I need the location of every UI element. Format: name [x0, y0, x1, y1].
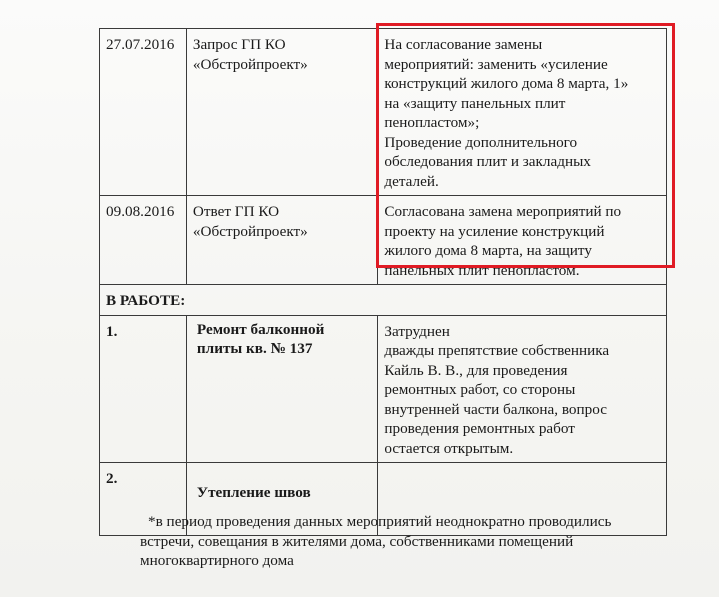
number-cell: [100, 315, 187, 463]
table-row: [100, 315, 667, 463]
content-cell: [378, 196, 667, 285]
section-header: В РАБОТЕ:: [100, 285, 667, 316]
source-line: Запрос ГП КО: [192, 36, 286, 53]
content-line: На согласование замены: [384, 36, 543, 53]
status-line: остается открытым.: [384, 439, 514, 457]
content-line: Проведение дополнительного: [384, 133, 578, 151]
report-table: [99, 28, 667, 536]
date-text: 09.08.2016: [106, 203, 175, 220]
content-line: мероприятий: заменить «усиление: [384, 55, 608, 73]
content-line: жилого дома 8 марта, на защиту: [384, 242, 592, 259]
row-number: 1.: [106, 322, 118, 340]
table-row: [100, 196, 667, 285]
date-cell: [100, 196, 187, 285]
source-line: «Обстройпроект»: [192, 55, 308, 73]
table-row: [100, 29, 667, 196]
source-cell: [186, 29, 377, 196]
status-line: внутренней части балкона, вопрос: [384, 400, 607, 418]
footnote-line: многоквартирного дома: [140, 552, 294, 569]
content-line: на «защиту панельных плит: [384, 94, 566, 112]
content-cell: [378, 29, 667, 196]
date-cell: [100, 29, 187, 196]
content-line: пенопластом»;: [384, 114, 480, 131]
footnote-line: *в период проведения данных мероприятий неоднократно проводились: [148, 513, 612, 530]
footnote-line: встречи, совещания в жителями дома, собственниками помещений: [140, 532, 574, 550]
status-line: Кайль В. В., для проведения: [384, 361, 568, 379]
task-line: плиты кв. № 137: [196, 340, 313, 357]
source-cell: [186, 196, 377, 285]
content-line: Согласована замена мероприятий по: [384, 203, 622, 220]
date-text: 27.07.2016: [106, 36, 175, 53]
section-header-row: [100, 285, 667, 316]
row-number: 2.: [106, 470, 118, 487]
content-line: панельных плит пенопластом.: [384, 261, 580, 279]
status-line: проведения ремонтных работ: [384, 420, 575, 437]
status-line: ремонтных работ, со стороны: [384, 381, 576, 398]
content-line: конструкций жилого дома 8 марта, 1»: [384, 75, 629, 92]
task-text: Утепление швов: [196, 484, 311, 501]
content-line: проекту на усиление конструкций: [384, 222, 605, 240]
source-line: Ответ ГП КО: [192, 203, 280, 220]
task-line: Ремонт балконной: [196, 320, 325, 338]
footnote: [140, 512, 612, 571]
task-cell: [186, 315, 377, 463]
content-line: деталей.: [384, 172, 439, 190]
source-line: «Обстройпроект»: [192, 222, 308, 240]
status-line: Затруднен: [384, 322, 450, 340]
status-cell: [378, 315, 667, 463]
status-line: дважды препятствие собственника: [384, 342, 610, 359]
content-line: обследования плит и закладных: [384, 153, 591, 170]
